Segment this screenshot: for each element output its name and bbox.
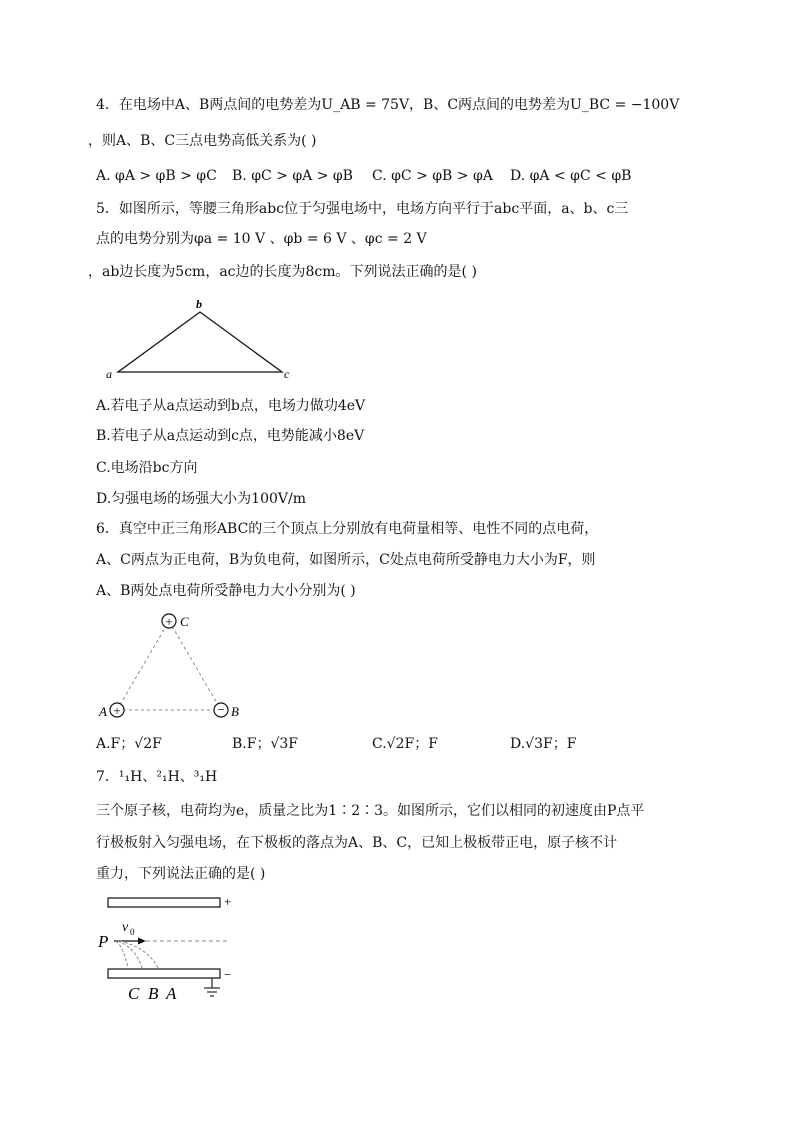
q7-trajectory-b bbox=[118, 941, 142, 968]
q6-label-a: A bbox=[99, 704, 107, 719]
q5-stem-line1: 5．如图所示，等腰三角形abc位于匀强电场中，电场方向平行于abc平面，a、b、c三 bbox=[96, 201, 629, 217]
q7-plates-figure bbox=[94, 890, 254, 1006]
q7-label-v-subscript: 0 bbox=[130, 927, 135, 937]
q6-label-c: C bbox=[180, 614, 189, 629]
q7-lower-plate bbox=[108, 969, 220, 978]
q7-label-a: A bbox=[166, 984, 177, 1003]
q4-option-d: D. φA < φC < φB bbox=[510, 168, 632, 184]
q7-lower-plate-sign: − bbox=[224, 967, 232, 982]
q7-velocity-arrowhead-icon bbox=[138, 938, 146, 945]
q6-side-ac bbox=[117, 621, 169, 710]
q4-option-a: A. φA > φB > φC bbox=[96, 168, 217, 184]
q4-option-c: C. φC > φB > φA bbox=[372, 168, 493, 184]
q6-option-d: D.√3F；F bbox=[510, 736, 577, 752]
q5-label-b: b bbox=[196, 297, 202, 311]
q5-triangle bbox=[118, 312, 282, 372]
q6-charge-a-sign: + bbox=[113, 703, 121, 718]
q7-label-p: P bbox=[98, 932, 109, 951]
q5-label-a: a bbox=[106, 367, 112, 381]
q4-stem-line2: ，则A、B、C三点电势高低关系为( ) bbox=[88, 133, 317, 149]
q6-charge-c-sign: + bbox=[165, 614, 173, 629]
q5-option-c: C.电场沿bc方向 bbox=[96, 460, 198, 476]
q6-option-b: B.F；√3F bbox=[232, 736, 298, 752]
q7-ground-icon bbox=[204, 978, 220, 996]
q6-stem-line3: A、B两处点电荷所受静电力大小分别为( ) bbox=[96, 583, 356, 599]
q4-option-b: B. φC > φA > φB bbox=[232, 168, 353, 184]
q4-stem-line1: 4．在电场中A、B两点间的电势差为U_AB = 75V，B、C两点间的电势差为U_BC = −100V bbox=[96, 97, 680, 113]
q7-label-b: B bbox=[148, 984, 159, 1003]
q6-stem-line2: A、C两点为正电荷，B为负电荷，如图所示，C处点电荷所受静电力大小为F，则 bbox=[96, 552, 596, 568]
q7-upper-plate-sign: + bbox=[224, 894, 232, 909]
q7-stem-line1: 7．¹₁H、²₁H、³₁H bbox=[96, 769, 218, 785]
q7-label-v: v bbox=[122, 920, 129, 935]
q5-stem-line2: 点的电势分别为φa = 10 V 、φb = 6 V 、φc = 2 V bbox=[96, 231, 427, 247]
q7-stem-line4: 重力，下列说法正确的是( ) bbox=[96, 866, 266, 882]
q6-label-b: B bbox=[231, 704, 239, 719]
q6-charge-b-sign: − bbox=[217, 702, 225, 717]
q7-stem-line3: 行极板射入匀强电场，在下极板的落点为A、B、C，已知上极板带正电，原子核不计 bbox=[96, 835, 618, 851]
q6-option-c: C.√2F；F bbox=[372, 736, 438, 752]
q5-stem-line3: ，ab边长度为5cm，ac边的长度为8cm。下列说法正确的是( ) bbox=[88, 264, 477, 280]
q6-stem-line1: 6．真空中正三角形ABC的三个顶点上分别放有电荷量相等、电性不同的点电荷， bbox=[96, 521, 599, 537]
q6-side-cb bbox=[169, 621, 221, 710]
q7-upper-plate bbox=[108, 898, 220, 907]
q7-trajectory-a bbox=[120, 941, 158, 968]
q5-option-a: A.若电子从a点运动到b点，电场力做功4eV bbox=[96, 398, 366, 414]
q6-option-a: A.F；√2F bbox=[96, 736, 162, 752]
q7-trajectory-c bbox=[116, 941, 128, 968]
q5-option-d: D.匀强电场的场强大小为100V/m bbox=[96, 491, 306, 507]
q5-option-b: B.若电子从a点运动到c点，电势能减小8eV bbox=[96, 428, 365, 444]
q7-label-c: C bbox=[128, 984, 140, 1003]
q7-stem-line2: 三个原子核，电荷均为e，质量之比为1∶2∶3。如图所示，它们以相同的初速度由P点平 bbox=[96, 803, 645, 819]
q6-charge-triangle-figure bbox=[96, 610, 256, 722]
q5-triangle-figure bbox=[100, 296, 300, 382]
q5-label-c: c bbox=[284, 367, 290, 381]
